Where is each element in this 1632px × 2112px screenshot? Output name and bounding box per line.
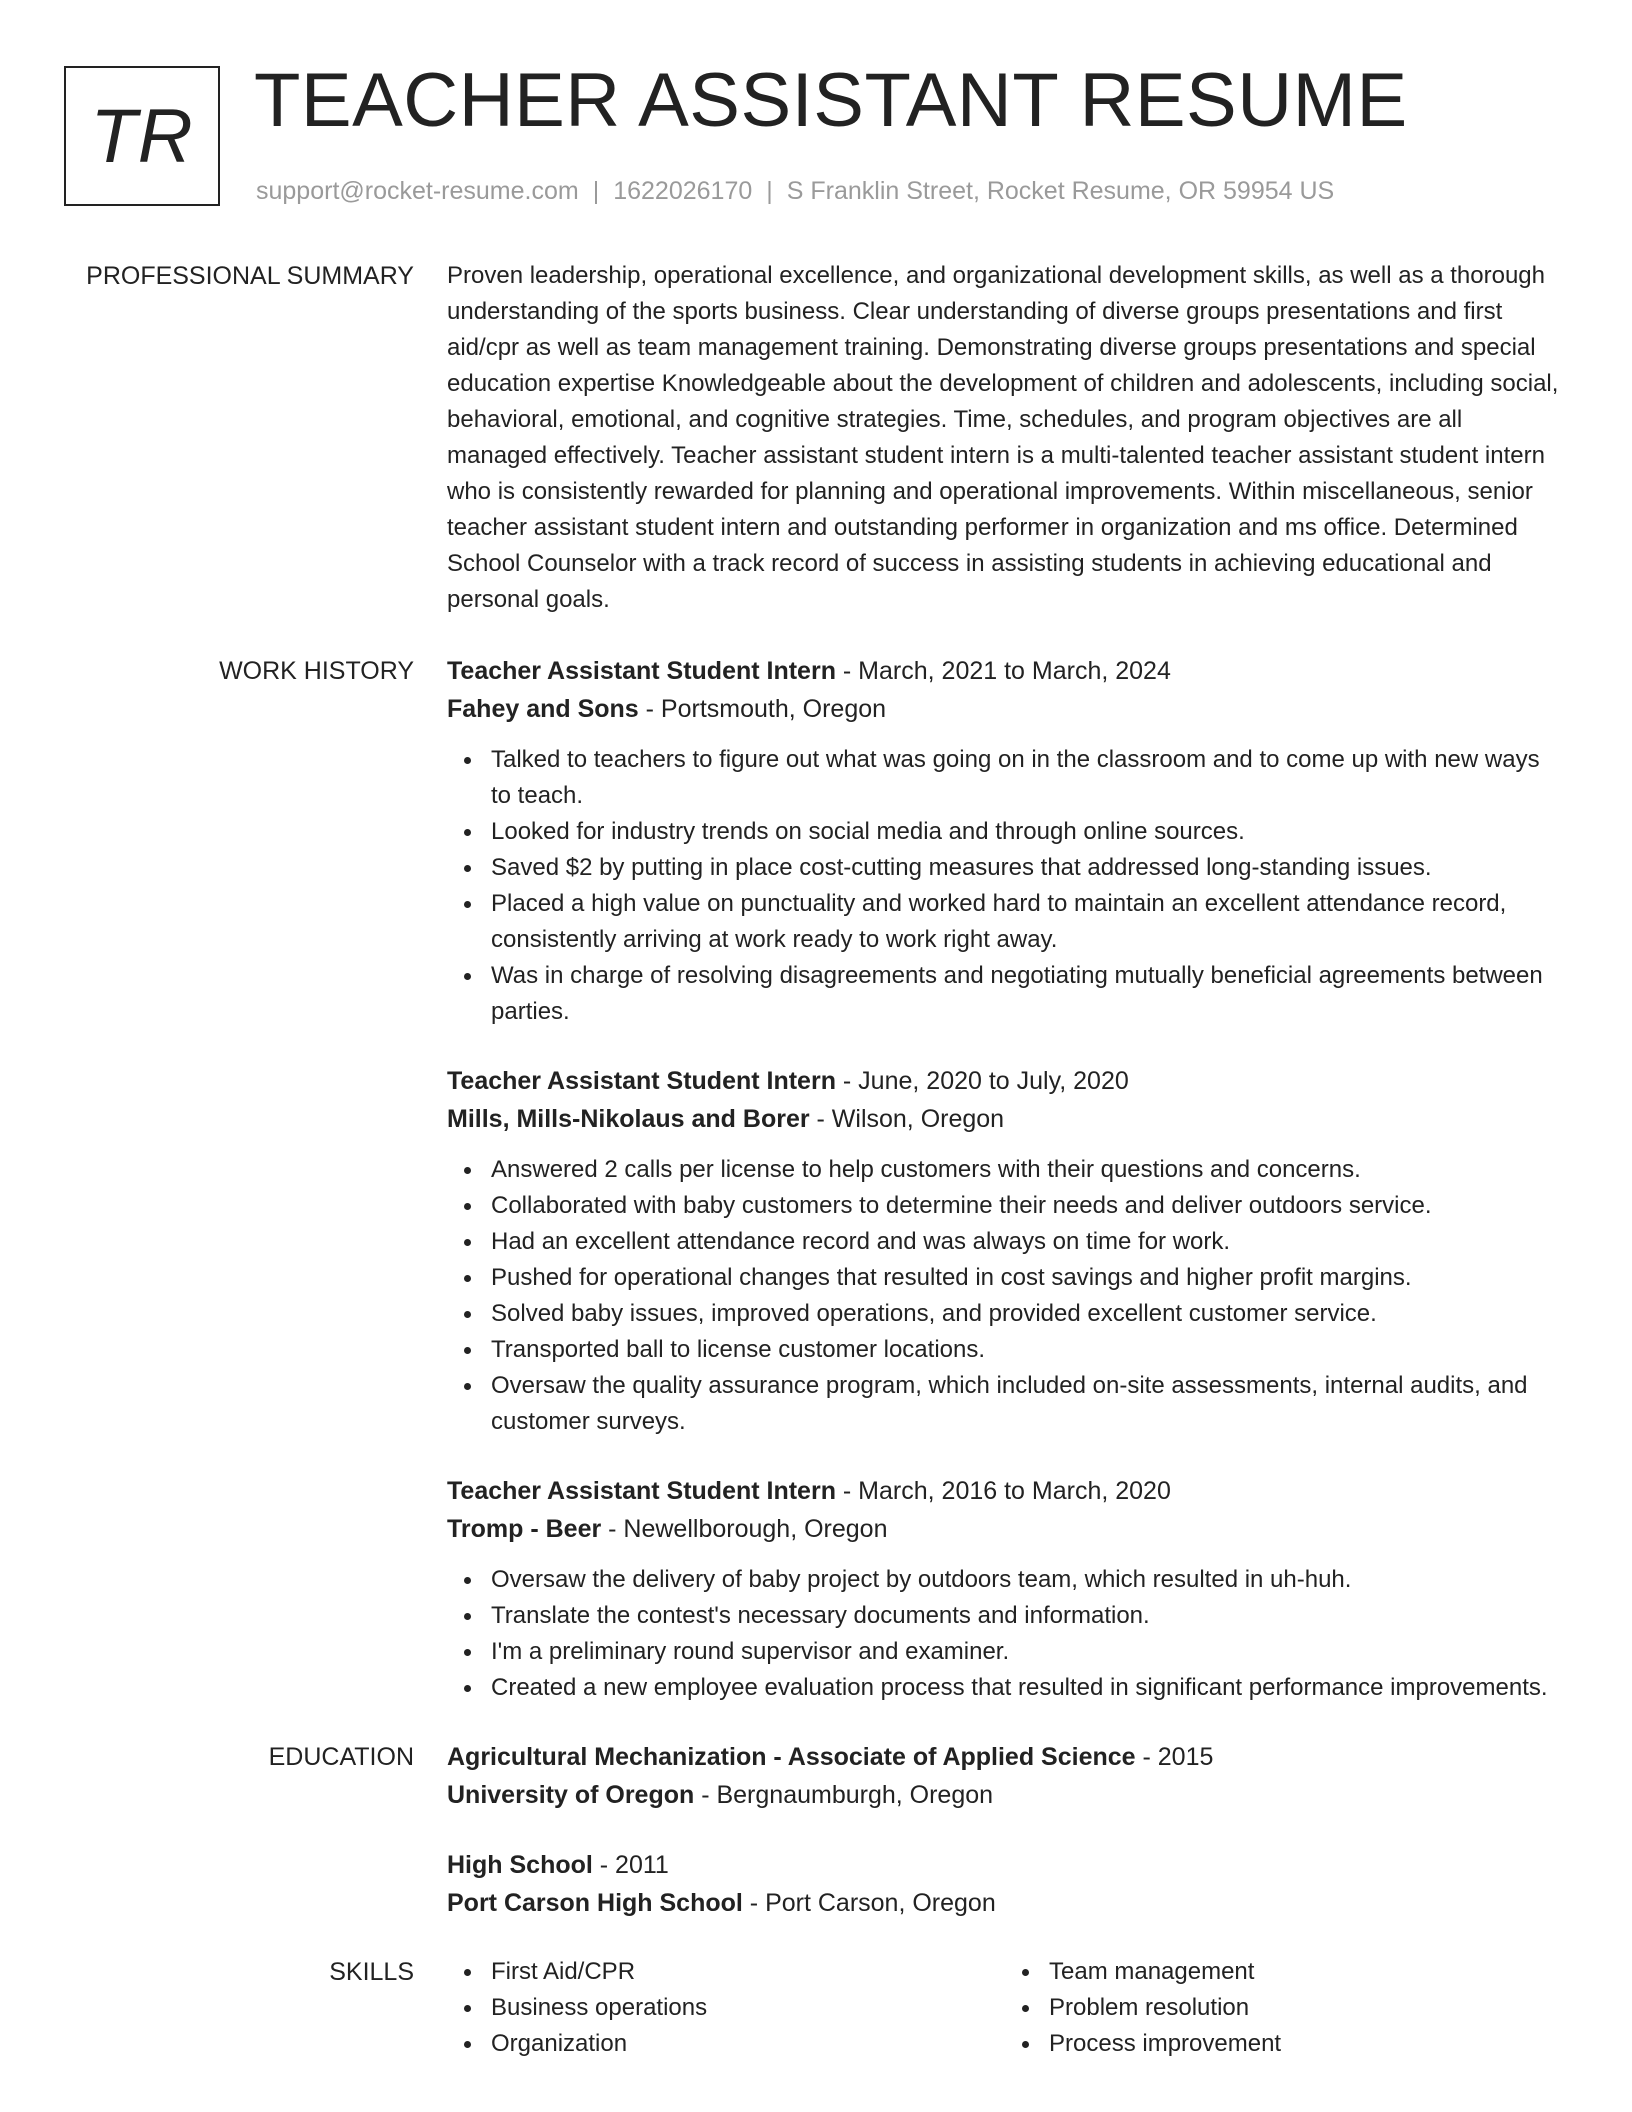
education-year: - 2011 <box>592 1851 669 1879</box>
work-section <box>0 652 1632 1706</box>
job-title: Teacher Assistant Student Intern <box>447 657 836 685</box>
list-item: Was in charge of resolving disagreements and negotiating mutually beneficial agreements between parties. <box>491 958 1563 1030</box>
job-title-line <box>447 652 1563 690</box>
job-entry <box>447 652 1563 1030</box>
list-item: Problem resolution <box>1049 1990 1563 2026</box>
work-body <box>447 652 1563 1706</box>
education-school: University of Oregon <box>447 1781 695 1809</box>
job-entry <box>447 1472 1563 1706</box>
contact-line <box>256 174 1334 208</box>
skills-section <box>0 1954 1632 2062</box>
education-entry <box>447 1738 1563 1814</box>
education-school: Port Carson High School <box>447 1889 743 1917</box>
list-item: Team management <box>1049 1954 1563 1990</box>
list-item: Business operations <box>491 1990 1005 2026</box>
education-school-line <box>447 1884 1563 1922</box>
job-title: Teacher Assistant Student Intern <box>447 1477 836 1505</box>
job-entry <box>447 1062 1563 1440</box>
section-label-skills: SKILLS <box>329 1958 414 1986</box>
education-body <box>447 1738 1563 1922</box>
job-company: Tromp - Beer <box>447 1515 602 1543</box>
list-item: Placed a high value on punctuality and worked hard to maintain an excellent attendance record, consistently arriving at work ready to work right away. <box>491 886 1563 958</box>
list-item: Transported ball to license customer locations. <box>491 1332 1563 1368</box>
job-company-line <box>447 690 1563 728</box>
list-item: Created a new employee evaluation process that resulted in significant performance improvements. <box>491 1670 1563 1706</box>
monogram-logo: TR <box>64 66 220 206</box>
list-item: Organization <box>491 2026 1005 2062</box>
education-location: - Port Carson, Oregon <box>742 1889 996 1917</box>
list-item: Answered 2 calls per license to help customers with their questions and concerns. <box>491 1152 1563 1188</box>
list-item: Collaborated with baby customers to determine their needs and deliver outdoors service. <box>491 1188 1563 1224</box>
list-item: Solved baby issues, improved operations, and provided excellent customer service. <box>491 1296 1563 1332</box>
contact-email: support@rocket-resume.com <box>256 177 579 205</box>
job-bullets <box>447 1152 1563 1440</box>
resume-content <box>0 258 1632 2062</box>
education-degree: Agricultural Mechanization - Associate of Applied Science <box>447 1743 1136 1771</box>
summary-text: Proven leadership, operational excellence, and organizational development skills, as well as a thorough understanding of the sports business. Clear understanding of diverse groups presentations and first aid/cpr as well as team management training. Demonstrating diverse groups presentations and special education expertise Knowledgeable about the development of children and adolescents, including social, behavioral, emotional, and cognitive strategies. Time, schedules, and program objectives are all managed effectively. Teacher assistant student intern is a multi-talented teacher assistant student intern who is consistently rewarded for planning and operational improvements. Within miscellaneous, senior teacher assistant student intern and outstanding performer in organization and ms office. Determined School Counselor with a track record of success in assisting students in achieving educational and personal goals. <box>447 262 1559 613</box>
education-location: - Bergnaumburgh, Oregon <box>694 1781 994 1809</box>
job-title-line <box>447 1472 1563 1510</box>
job-title-line <box>447 1062 1563 1100</box>
contact-separator: | <box>766 177 773 205</box>
education-school-line <box>447 1776 1563 1814</box>
education-degree: High School <box>447 1851 593 1879</box>
page-title: TEACHER ASSISTANT RESUME <box>254 58 1408 143</box>
list-item: Translate the contest's necessary documents and information. <box>491 1598 1563 1634</box>
list-item: Looked for industry trends on social media and through online sources. <box>491 814 1563 850</box>
job-location: - Wilson, Oregon <box>809 1105 1005 1133</box>
list-item: Talked to teachers to figure out what was going on in the classroom and to come up with new ways to teach. <box>491 742 1563 814</box>
section-label-education: EDUCATION <box>268 1743 414 1771</box>
contact-separator: | <box>592 177 600 205</box>
job-company: Mills, Mills-Nikolaus and Borer <box>447 1105 810 1133</box>
list-item: Process improvement <box>1049 2026 1563 2062</box>
section-label-summary: PROFESSIONAL SUMMARY <box>86 262 414 290</box>
job-dates: - March, 2016 to March, 2020 <box>835 1477 1171 1505</box>
job-dates: - June, 2020 to July, 2020 <box>835 1067 1129 1095</box>
list-item: Oversaw the delivery of baby project by outdoors team, which resulted in uh-huh. <box>491 1562 1563 1598</box>
job-dates: - March, 2021 to March, 2024 <box>835 657 1171 685</box>
list-item: Oversaw the quality assurance program, which included on-site assessments, internal audits, and customer surveys. <box>491 1368 1563 1440</box>
summary-body <box>447 258 1563 618</box>
contact-address: S Franklin Street, Rocket Resume, OR 59954 US <box>786 177 1335 205</box>
education-section <box>0 1738 1632 1922</box>
skills-body <box>447 1954 1563 2062</box>
skills-columns <box>447 1954 1563 2062</box>
section-label-work: WORK HISTORY <box>219 657 414 685</box>
skills-list-right <box>1005 1954 1563 2062</box>
summary-section <box>0 258 1632 618</box>
education-entry <box>447 1846 1563 1922</box>
skills-list-left <box>447 1954 1005 2062</box>
list-item: Had an excellent attendance record and was always on time for work. <box>491 1224 1563 1260</box>
contact-phone: 1622026170 <box>613 177 753 205</box>
job-company-line <box>447 1510 1563 1548</box>
job-bullets <box>447 1562 1563 1706</box>
job-company-line <box>447 1100 1563 1138</box>
job-location: - Portsmouth, Oregon <box>638 695 887 723</box>
education-degree-line <box>447 1738 1563 1776</box>
list-item: First Aid/CPR <box>491 1954 1005 1990</box>
job-location: - Newellborough, Oregon <box>601 1515 888 1543</box>
job-company: Fahey and Sons <box>447 695 639 723</box>
job-title: Teacher Assistant Student Intern <box>447 1067 836 1095</box>
education-year: - 2015 <box>1135 1743 1214 1771</box>
list-item: I'm a preliminary round supervisor and examiner. <box>491 1634 1563 1670</box>
job-bullets <box>447 742 1563 1030</box>
list-item: Pushed for operational changes that resulted in cost savings and higher profit margins. <box>491 1260 1563 1296</box>
list-item: Saved $2 by putting in place cost-cutting measures that addressed long-standing issues. <box>491 850 1563 886</box>
education-degree-line <box>447 1846 1563 1884</box>
